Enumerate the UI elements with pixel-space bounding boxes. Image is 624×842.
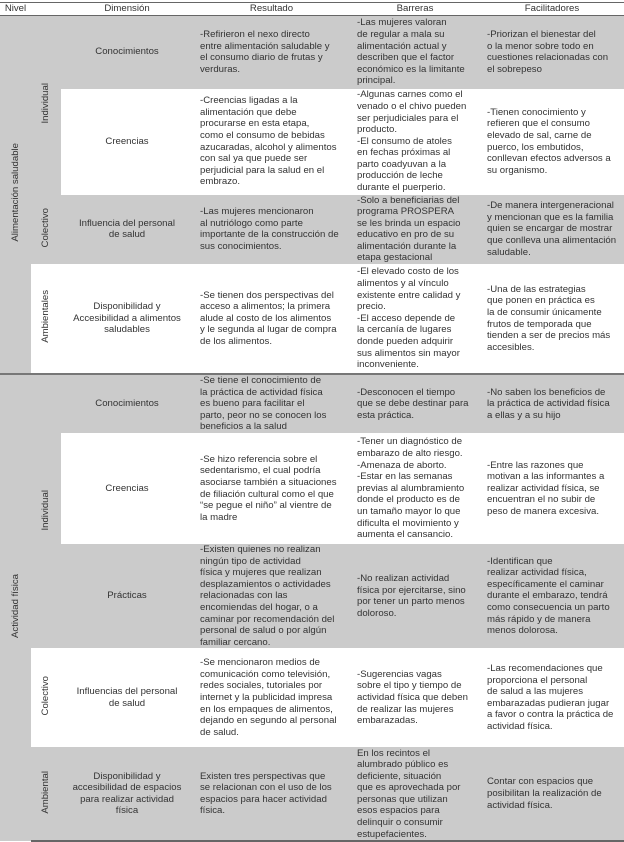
barreras-cell: -Solo a beneficiarias del programa PROSPERA se les brinda un espacio educativo en pro de su alimentación durante la etapa gestacional [350,195,480,265]
header-facilitadores: Facilitadores [480,3,624,16]
group-label-cell [31,747,61,841]
table-row [0,648,624,747]
dimension-cell: Influencias del personal de salud [61,648,193,747]
group-label-cell [31,374,61,648]
header-sublevel [31,3,61,16]
dimension-cell: Influencia del personal de salud [61,195,193,265]
facilitadores-cell: Contar con espacios que posibilitan la realización de actividad física. [480,747,624,841]
section-label: Alimentación saludable [9,143,21,243]
table-header-row [0,3,624,16]
group-label: Individual [40,83,52,124]
table-row [0,433,624,544]
facilitadores-cell: -Las recomendaciones que proporciona el personal de salud a las mujeres embarazadas pudieran jugar a favor o contra la práctica de actividad física. [480,648,624,747]
group-label-cell [31,195,61,265]
resultado-cell: -Las mujeres mencionaron al nutriólogo como parte importante de la construcción de sus conocimientos. [193,195,350,265]
group-label-cell [31,648,61,747]
header-barreras: Barreras [350,3,480,16]
header-nivel: Nivel [0,3,31,16]
table-body [0,16,624,842]
group-label: Colectivo [40,207,52,248]
section-label-cell [0,374,31,841]
resultado-cell: -Se tienen dos perspectivas del acceso a alimentos; la primera alude al costo de los alimentos y le segunda al lugar de compra de los alimentos. [193,264,350,374]
table-row [0,544,624,648]
group-label: Individual [40,489,52,531]
header-resultado: Resultado [193,3,350,16]
group-label-cell [31,16,61,195]
barreras-cell: -Tener un diagnóstico de embarazo de alto riesgo. -Amenaza de aborto. -Estar en las semanas previas al alumbramiento donde el producto es de un tamaño mayor lo que dificulta el movimiento y aumenta el cansancio. [350,433,480,544]
dimension-cell: Disponibilidad y Accesibilidad a alimentos saludables [61,264,193,374]
table-row [0,16,624,89]
facilitadores-cell: -De manera intergeneracional y mencionan que es la familia quien se encargar de mostrar que conlleva una alimentación saludable. [480,195,624,265]
results-table [0,2,624,842]
group-label: Colectivo [40,676,52,716]
facilitadores-cell: -No saben los beneficios de la práctica de actividad física a ellas y a su hijo [480,374,624,433]
table-row [0,195,624,265]
group-label-cell [31,264,61,374]
dimension-cell: Conocimientos [61,374,193,433]
resultado-cell: -Creencias ligadas a la alimentación que debe procurarse en esta etapa, como el consumo de bebidas azucaradas, alcohol y alimentos con sal ya que puede ser perjudicial para la salud en el embrazo. [193,89,350,195]
group-label: Ambiental [40,770,52,814]
table-row [0,747,624,841]
resultado-cell: -Se mencionaron medios de comunicación como televisión, redes sociales, tutoriales por internet y la publicidad impresa en los empaques de alimentos, dejando en segundo al personal de salud. [193,648,350,747]
resultado-cell: -Existen quienes no realizan ningún tipo de actividad física y mujeres que realizan desplazamientos o actividades relacionadas con las encomiendas del hogar, o a caminar por recomendación del personal de salud o por algún familiar cercano. [193,544,350,648]
facilitadores-cell: -Priorizan el bienestar del o la menor sobre todo en cuestiones relacionadas con el sobrepeso [480,16,624,89]
facilitadores-cell: -Una de las estrategias que ponen en práctica es la de consumir únicamente frutos de temporada que tienden a ser de precios más accesibles. [480,264,624,374]
dimension-cell: Creencias [61,89,193,195]
resultado-cell: Existen tres perspectivas que se relacionan con el uso de los espacios para hacer actividad física. [193,747,350,841]
resultado-cell: -Se tiene el conocimiento de la práctica de actividad física es bueno para facilitar el parto, peor no se conocen los beneficios a la salud [193,374,350,433]
dimension-cell: Conocimientos [61,16,193,89]
dimension-cell: Creencias [61,433,193,544]
header-dimension: Dimensión [61,3,193,16]
table-row [0,374,624,433]
table-row [0,264,624,374]
barreras-cell: -Desconocen el tiempo que se debe destinar para esta práctica. [350,374,480,433]
facilitadores-cell: -Entre las razones que motivan a las informantes a realizar actividad física, se encuentran el no subir de peso de manera excesiva. [480,433,624,544]
barreras-cell: -El elevado costo de los alimentos y al vínculo existente entre calidad y precio. -El acceso depende de la cercanía de lugares donde pueden adquirir sus alimentos sin mayor inconveniente. [350,264,480,374]
section-label-cell [0,16,31,375]
dimension-cell: Prácticas [61,544,193,648]
barreras-cell: En los recintos el alumbrado público es deficiente, situación que es aprovechada por personas que utilizan esos espacios para delinquir o consumir estupefacientes. [350,747,480,841]
table-row [0,89,624,195]
dimension-cell: Disponibilidad y accesibilidad de espacios para realizar actividad física [61,747,193,841]
facilitadores-cell: -Identifican que realizar actividad física, específicamente el caminar durante el embarazo, tendrá como consecuencia un parto más rápido y de manera menos dolorosa. [480,544,624,648]
facilitadores-cell: -Tienen conocimiento y refieren que el consumo elevado de sal, carne de puerco, los embutidos, conllevan efectos adversos a su organismo. [480,89,624,195]
resultado-cell: -Refirieron el nexo directo entre alimentación saludable y el consumo diario de frutas y verduras. [193,16,350,89]
barreras-cell: -Algunas carnes como el venado o el chivo pueden ser perjudiciales para el producto. -El consumo de atoles en fechas próximas al parto coadyuvan a la producción de leche durante el puerperio. [350,89,480,195]
barreras-cell: -No realizan actividad física por ejercitarse, sino por tener un parto menos doloroso. [350,544,480,648]
barreras-cell: -Las mujeres valoran de regular a mala su alimentación actual y describen que el factor económico es la limitante principal. [350,16,480,89]
resultado-cell: -Se hizo referencia sobre el sedentarismo, el cual podría asociarse también a situaciones de filiación cultural como el que “se pegue el niño” al vientre de la madre [193,433,350,544]
group-label: Ambientales [40,290,52,344]
section-label: Actividad física [9,574,21,639]
barreras-cell: -Sugerencias vagas sobre el tipo y tiempo de actividad física que deben de realizar las mujeres embarazadas. [350,648,480,747]
